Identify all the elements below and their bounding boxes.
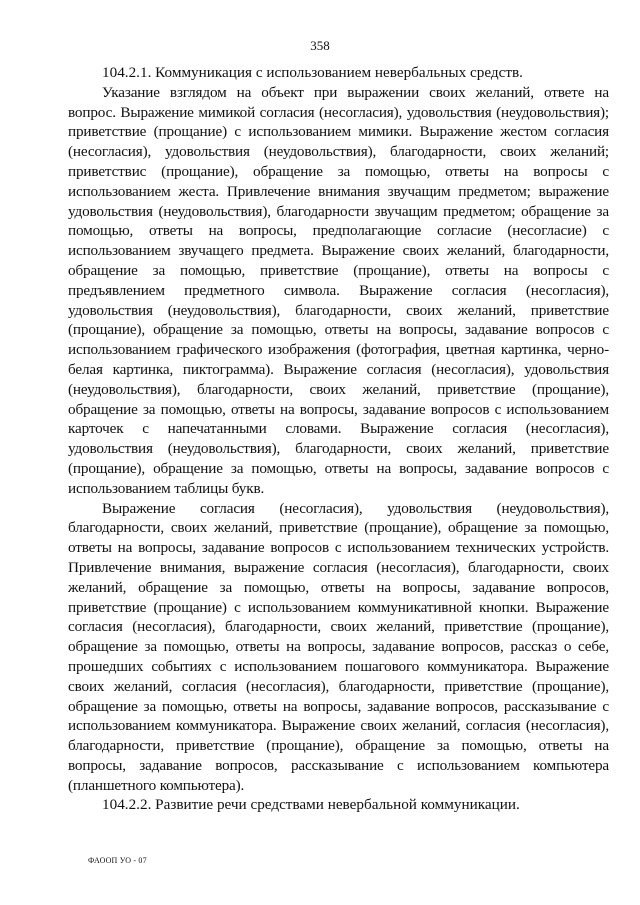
text-line: благодарности, своих желаний, приветствие (прощание), обращение за помощью,	[68, 519, 609, 537]
document-body	[68, 63, 609, 815]
text-line: использованием жеста. Привлечение внимания звучащим предметом; выражение	[68, 182, 609, 200]
text-line: приветствие (прощание) с использованием мимики. Выражение жестом согласия	[68, 123, 609, 141]
text-line: использованием графического изображения (фотография, цветная картинка, черно-	[68, 341, 609, 359]
text-line: вопрос. Выражение мимикой согласия (несогласия), удовольствия (неудовольствия);	[68, 103, 609, 121]
text-line: (прощание), обращение за помощью, ответы на вопросы, задавание вопросов с	[68, 459, 609, 477]
text-line: обращение за помощью, приветствие (прощание), ответы на вопросы с	[68, 261, 609, 279]
text-line: желаний, обращение за помощью, ответы на вопросы, задавание вопросов,	[68, 578, 609, 596]
text-line: карточек с напечатанными словами. Выражение согласия (несогласия),	[68, 420, 609, 438]
text-line: приветствие (прощание) с использованием коммуникативной кнопки. Выражение	[68, 598, 609, 616]
text-line: Выражение согласия (несогласия), удовольствия (неудовольствия),	[102, 499, 609, 517]
text-line: Привлечение внимания, выражение согласия (несогласия), благодарности, своих	[68, 558, 609, 576]
text-line: удовольствия (неудовольствия), благодарности, своих желаний, приветствие	[68, 440, 609, 458]
text-line: ответы на вопросы, задавание вопросов с использованием технических устройств.	[68, 539, 609, 557]
text-line: обращение за помощью, ответы на вопросы, задавание вопросов с использованием	[68, 400, 609, 418]
page-number: 358	[310, 38, 330, 53]
text-line: своих желаний, согласия (несогласия), благодарности, приветствие (прощание),	[68, 677, 609, 695]
text-line: обращение за помощью, ответы на вопросы, задавание вопросов, рассказ о себе,	[68, 638, 609, 656]
text-line: вопросы, задавание вопросов, рассказывание с использованием компьютера	[68, 756, 609, 774]
text-line: обращение за помощью, ответы на вопросы, задавание вопросов, рассказывание с	[68, 697, 609, 715]
section-heading-104-2-2: 104.2.2. Развитие речи средствами невербальной коммуникации.	[102, 796, 520, 814]
section-heading-104-2-1: 104.2.1. Коммуникация с использованием невербальных средств.	[102, 64, 523, 81]
text-line: (прощание), обращение за помощью, ответы на вопросы, задавание вопросов с	[68, 321, 609, 339]
text-line: помощью, ответы на вопросы, предполагающие согласие (несогласие) с	[68, 222, 609, 240]
text-line: предъявлением предметного символа. Выражение согласия (несогласия),	[68, 281, 609, 299]
footer-document-code: ФАООП УО - 07	[88, 856, 147, 865]
text-line: удовольствия (неудовольствия), благодарности, своих желаний, приветствие	[68, 301, 609, 319]
text-line: удовольствия (неудовольствия), благодарности звучащим предметом; обращение за	[68, 202, 609, 220]
text-line: использованием коммуникатора. Выражение своих желаний, согласия (несогласия),	[68, 717, 609, 735]
paragraph-1	[68, 83, 609, 499]
text-line: прошедших событиях с использованием пошагового коммуникатора. Выражение	[68, 657, 609, 675]
text-line: (неудовольствия), благодарности, своих желаний, приветствие (прощание),	[68, 380, 609, 398]
text-line: приветствис (прощание), обращение за помощью, ответы на вопросы с	[68, 162, 609, 180]
text-line: (планшетного компьютера).	[68, 776, 245, 794]
text-line: согласия (несогласия), благодарности, своих желаний, приветствие (прощание),	[68, 618, 609, 636]
text-line: белая картинка, пиктограмма). Выражение согласия (несогласия), удовольствия	[68, 360, 609, 378]
text-line: благодарности, приветствие (прощание), обращение за помощью, ответы на	[68, 737, 609, 755]
text-line: использованием звучащего предмета. Выражение своих желаний, благодарности,	[68, 242, 609, 260]
text-line: использованием таблицы букв.	[68, 479, 265, 497]
paragraph-2	[68, 499, 609, 796]
text-line: Указание взглядом на объект при выражении своих желаний, ответе на	[102, 83, 609, 101]
text-line: (несогласия), удовольствия (неудовольствия), благодарности, своих желаний;	[68, 143, 609, 161]
